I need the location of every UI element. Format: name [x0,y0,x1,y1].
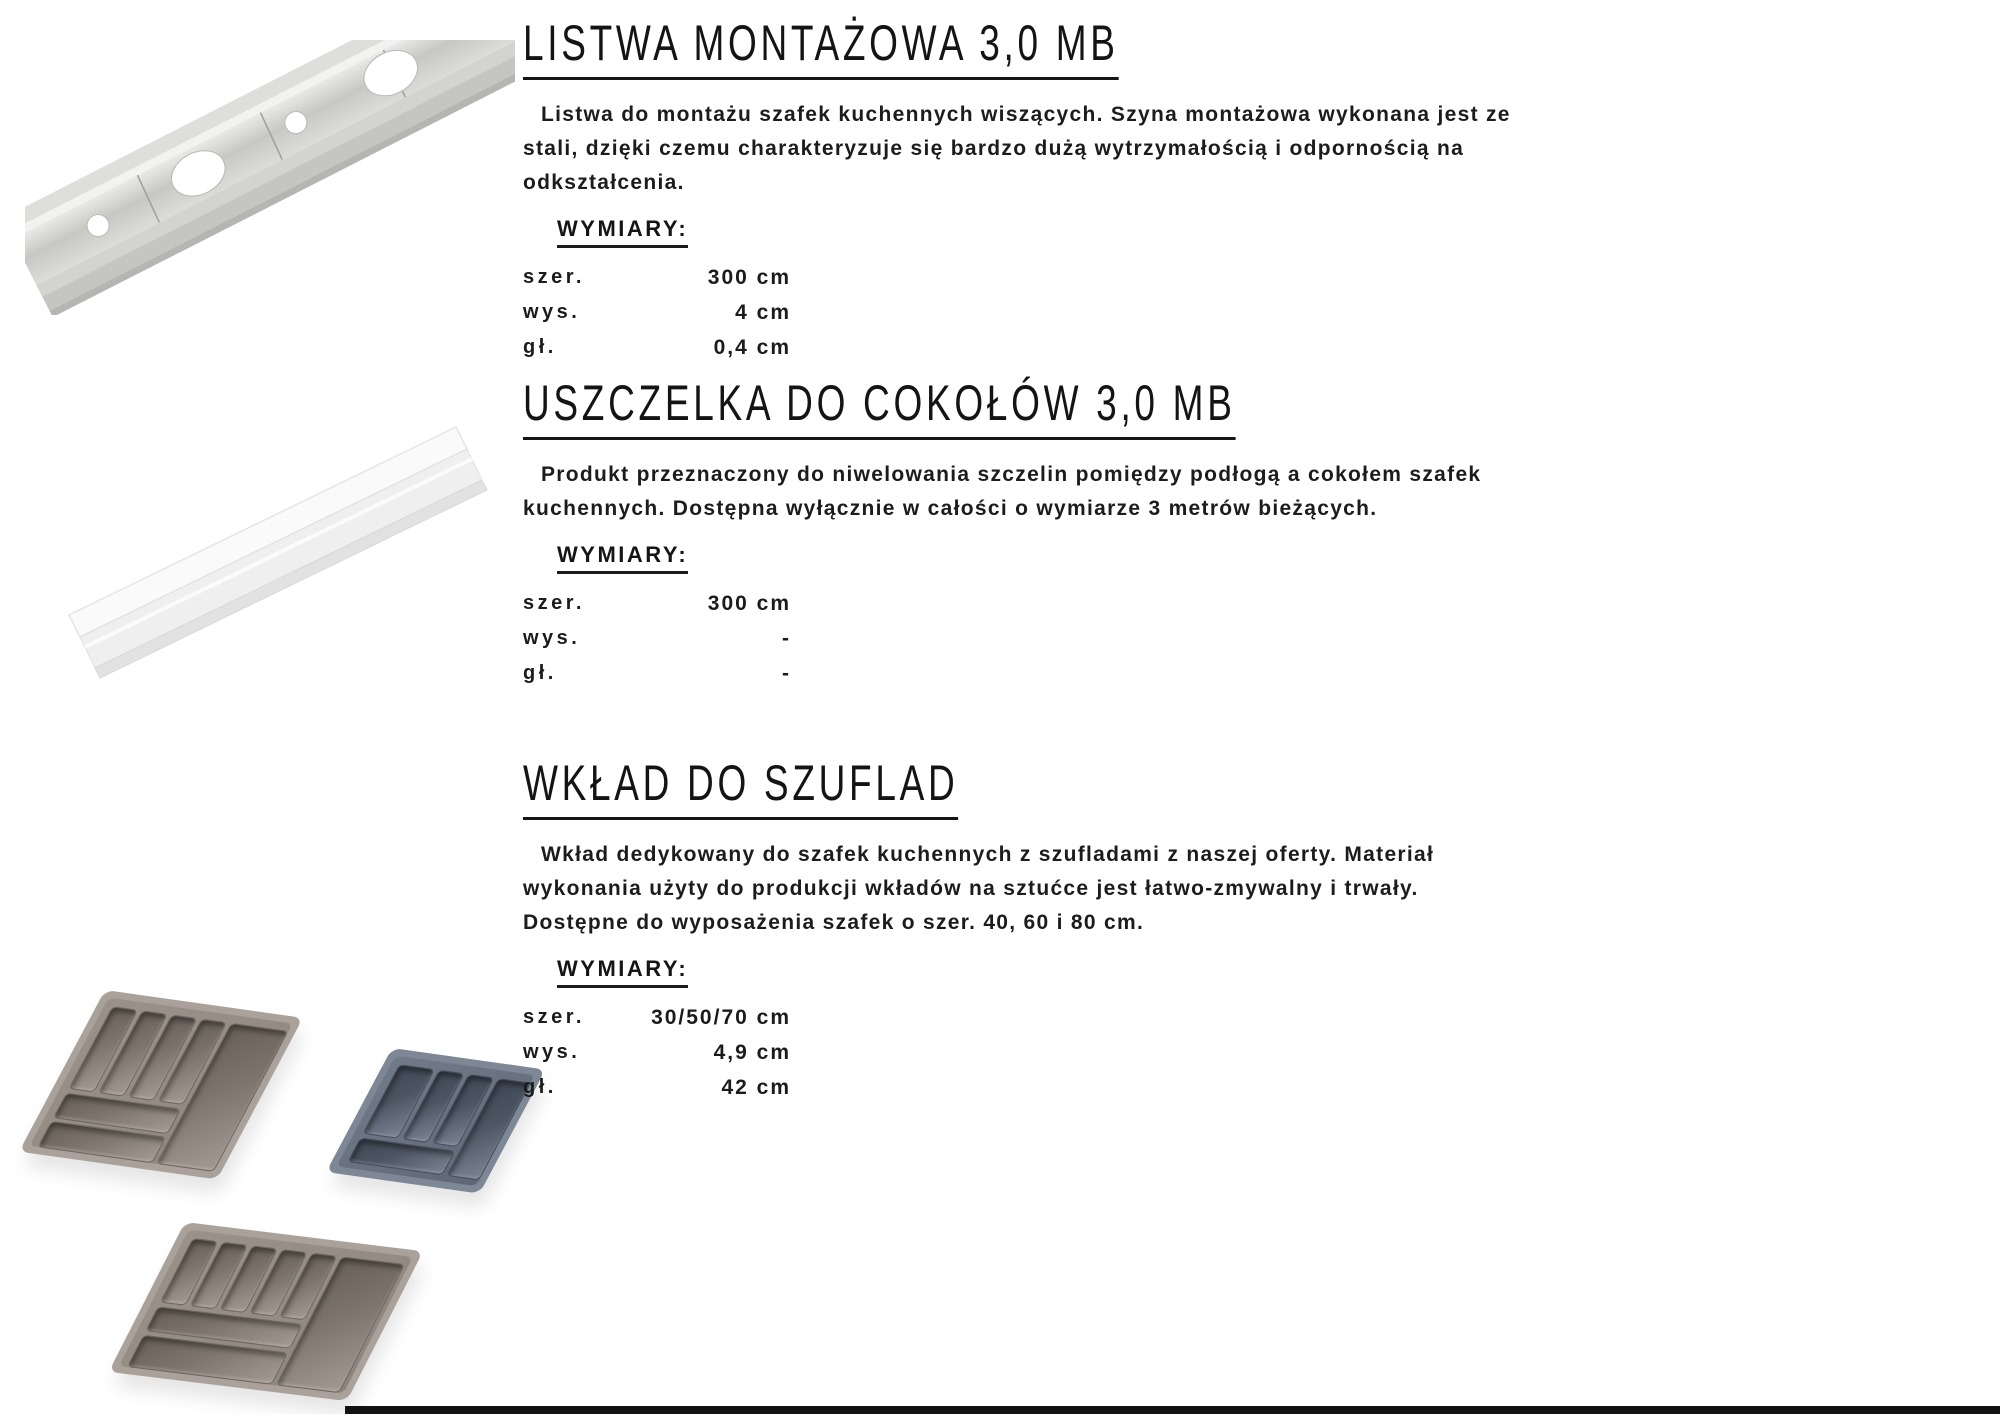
product-title: USZCZELKA DO COKOŁÓW 3,0 MB [523,378,1236,440]
dimension-label: szer. [523,266,585,288]
dimension-row [523,1070,791,1105]
product-section-wklad [523,755,1518,1105]
dimension-value: 42 cm [721,1075,791,1099]
dimension-row [523,260,791,295]
dimension-label: gł. [523,1076,557,1098]
tray-face [29,998,292,1172]
dimension-label: wys. [523,301,581,323]
dimension-value: 4,9 cm [713,1040,791,1064]
dimension-value: 30/50/70 cm [651,1005,791,1029]
dimension-row [523,1000,791,1035]
product-title: LISTWA MONTAŻOWA 3,0 MB [523,18,1119,80]
dimensions-table [523,260,791,365]
cutlery-tray-taupe-small [19,990,303,1179]
dimension-label: wys. [523,1041,581,1063]
dimensions-heading: WYMIARY: [557,956,688,988]
dimension-row [523,586,791,621]
dimension-label: szer. [523,1006,585,1028]
product-section-listwa [523,15,1518,365]
dimension-row [523,621,791,656]
product-title: WKŁAD DO SZUFLAD [523,758,958,820]
product-image-plinth-seal [25,385,505,685]
product-image-cutlery-trays [20,960,560,1414]
product-description: Listwa do montażu szafek kuchennych wiszących. Szyna montażowa wykonana jest ze stali, dzięki czemu charakteryzuje się bardzo dużą wytrzymałością i odpornością na odkształcenia. [523,103,1511,194]
bottom-edge-bar [345,1406,2000,1414]
dimension-row [523,1035,791,1070]
dimension-label: gł. [523,662,557,684]
dimension-label: wys. [523,627,581,649]
product-description: Produkt przeznaczony do niwelowania szczelin pomiędzy podłogą a cokołem szafek kuchennych. Dostępna wyłącznie w całości o wymiarze 3 metrów bieżących. [523,463,1482,520]
product-description: Wkład dedykowany do szafek kuchennych z szufladami z naszej oferty. Materiał wykonania użyty do produkcji wkładów na sztućce jest łatwo-zmywalny i trwały. Dostępne do wyposażenia szafek o szer. 40, 60 i 80 cm. [523,843,1435,934]
plinth-seal-drawing [25,385,505,685]
dimension-value: 300 cm [707,591,791,615]
product-section-uszczelka [523,375,1518,691]
mounting-rail-drawing [25,40,515,315]
dimensions-heading: WYMIARY: [557,542,688,574]
dimension-value: - [782,661,791,685]
dimension-label: szer. [523,592,585,614]
dimension-row [523,656,791,691]
cutlery-tray-blue [326,1048,545,1194]
dimension-value: 0,4 cm [713,335,791,359]
dimension-value: - [782,626,791,650]
dimension-label: gł. [523,336,557,358]
product-image-mounting-rail [25,40,515,315]
tray-face [119,1229,413,1393]
cutlery-tray-taupe-wide [109,1222,424,1401]
dimensions-table [523,1000,791,1105]
dimension-value: 4 cm [735,300,791,324]
dimension-row [523,295,791,330]
dimension-row [523,330,791,365]
tray-face [336,1056,535,1186]
dimension-value: 300 cm [707,265,791,289]
dimensions-heading: WYMIARY: [557,216,688,248]
dimensions-table [523,586,791,691]
